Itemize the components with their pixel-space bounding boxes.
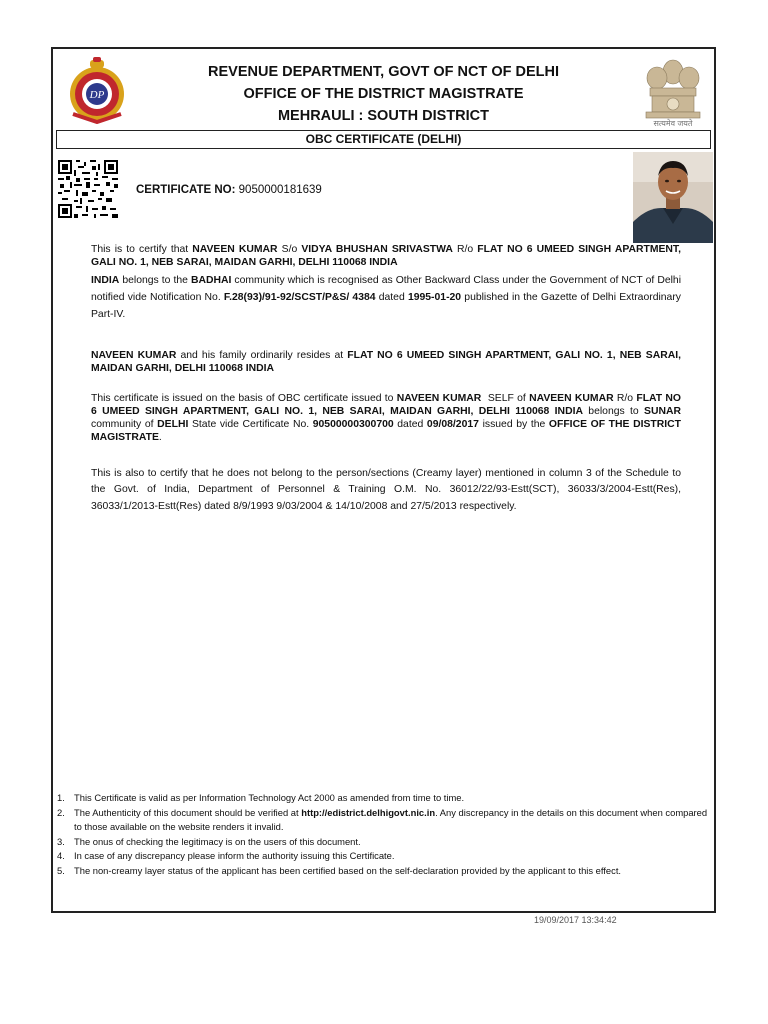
p1b-country: INDIA (91, 275, 120, 286)
note-text: In case of any discrepancy please inform the authority issuing this Certificate. (74, 850, 395, 862)
certificate-number-value: 9050000181639 (238, 184, 322, 196)
p1b-text-4: published in the Gazette of Delhi Extraordinary Part-IV. (91, 292, 681, 320)
note-number: 5. (57, 864, 65, 876)
p3-name-1: NAVEEN KUMAR (396, 393, 482, 404)
p3-state: DELHI (157, 419, 189, 430)
resident-address: FLAT NO 6 UMEED SINGH APARTMENT, GALI NO. 1, NEB SARAI, MAIDAN GARHI, DELHI 110068 INDIA (91, 350, 681, 374)
p1-text-2: S/o (277, 244, 302, 255)
verification-link[interactable]: http://edistrict.delhigovt.nic.in (301, 806, 436, 818)
p3-text-2: SELF of (481, 393, 530, 404)
certificate-number-label: CERTIFICATE NO: (136, 184, 236, 196)
note-item (57, 835, 712, 850)
emblem-caption: सत्यमेव जयते (653, 119, 693, 128)
certificate-title: OBC CERTIFICATE (DELHI) (56, 130, 711, 149)
svg-text:DP: DP (89, 89, 105, 101)
note-number: 3. (57, 835, 65, 847)
note-number: 2. (57, 806, 65, 818)
p1b-text-2: community which is recognised as Other Backward Class under the Government of NCT of Delhi notified vide Notification No. (91, 275, 682, 303)
p3-text-6: State vide Certificate No. (188, 419, 313, 430)
p1-text-1: This is to certify that (91, 244, 193, 255)
qr-code (58, 160, 118, 218)
resident-name: NAVEEN KUMAR (91, 350, 177, 361)
father-name: VIDYA BHUSHAN SRIVASTWA (301, 244, 453, 255)
p3-cert-number: 90500000300700 (312, 419, 394, 430)
p3-authority: OFFICE OF THE DISTRICT MAGISTRATE (91, 419, 681, 443)
p3-text-8: issued by the (478, 419, 549, 430)
applicant-name: NAVEEN KUMAR (192, 244, 278, 255)
p1b-text-1: belongs to the (119, 275, 191, 286)
residence-paragraph (91, 349, 681, 375)
p3-date: 09/08/2017 (426, 419, 479, 430)
header-line-3: MEHRAULI : SOUTH DISTRICT (277, 108, 490, 124)
p3-text-1: This certificate is issued on the basis of OBC certificate issued to (91, 393, 397, 404)
notification-number: F.28(93)/91-92/SCST/P&S/ 4384 (223, 292, 376, 303)
note-item (57, 791, 712, 806)
note-item (57, 864, 712, 879)
note-number: 4. (57, 850, 65, 862)
p1-text-3: R/o (452, 244, 478, 255)
p1b-text-3: dated (375, 292, 408, 303)
certify-paragraph-1b (91, 272, 681, 323)
notification-date: 1995-01-20 (407, 292, 462, 303)
note-text: This Certificate is valid as per Information Technology Act 2000 as amended from time to time. (74, 792, 465, 803)
p3-text-3: R/o (613, 393, 637, 404)
note-item (57, 849, 712, 864)
national-emblem (642, 54, 704, 132)
p3-community: SUNAR (644, 406, 681, 417)
note-item (57, 806, 712, 835)
p3-text-9: . (158, 432, 162, 443)
note-text: The non-creamy layer status of the applicant has been certified based on the self-declaration provided by the applicant to this effect. (74, 864, 622, 876)
p3-text-4: belongs to (582, 406, 645, 417)
print-timestamp: 19/09/2017 13:34:42 (534, 915, 617, 925)
certificate-frame (51, 47, 716, 913)
header-line-2: OFFICE OF THE DISTRICT MAGISTRATE (243, 86, 524, 102)
note-text: . Any discrepancy in the details on this document when compared to those available on the website renders it invalid. (74, 806, 708, 833)
note-text: The onus of checking the legitimacy is on the users of this document. (74, 835, 361, 847)
applicant-photo (633, 152, 713, 243)
certify-paragraph-1 (91, 243, 681, 269)
p2-text-1: and his family ordinarily resides at (176, 350, 348, 361)
certificate-number (136, 184, 322, 196)
community-name: BADHAI (190, 275, 232, 286)
note-number: 1. (57, 792, 65, 803)
p3-name-2: NAVEEN KUMAR (529, 393, 614, 404)
p3-text-7: dated (393, 419, 427, 430)
applicant-address: FLAT NO 6 UMEED SINGH APARTMENT, GALI NO. 1, NEB SARAI, MAIDAN GARHI, DELHI 110068 INDIA (91, 244, 682, 268)
note-text: The Authenticity of this document should be verified at (74, 806, 302, 818)
creamy-layer-paragraph: This is also to certify that he does not belong to the person/sections (Creamy layer) mentioned in column 3 of the Schedule to the Govt. of India, Department of Personnel & Training O.M. No. 36012/22/93-Estt(SCT), 36033/3/2004-Estt(Res), 36033/1/2013-Estt(Res) dated 8/9/1993 9/03/2004 & 14/10/2008 and 27/5/2013 respectively. (91, 468, 681, 512)
header-line-1: REVENUE DEPARTMENT, GOVT OF NCT OF DELHI (208, 64, 559, 80)
notes-list (57, 791, 712, 879)
basis-paragraph (91, 392, 681, 444)
office-header (53, 61, 714, 127)
p3-address: FLAT NO 6 UMEED SINGH APARTMENT, GALI NO. 1, NEB SARAI, MAIDAN GARHI, DELHI 110068 INDIA (91, 393, 681, 417)
p3-text-5: community of (91, 419, 158, 430)
